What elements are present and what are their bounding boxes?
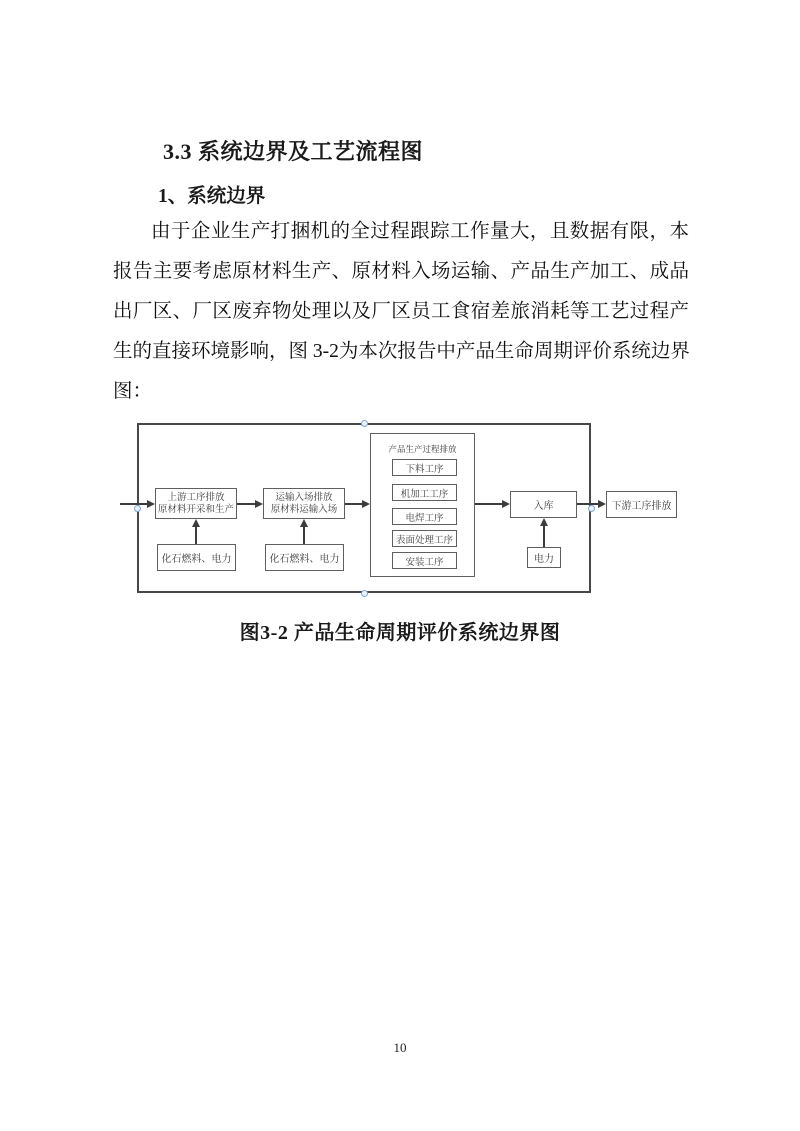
process-step-box: 机加工工序	[392, 484, 457, 501]
paragraph-line: 出厂区、厂区废弃物处理以及厂区员工食宿差旅消耗等工艺过程产	[113, 301, 689, 322]
paragraph-line: 报告主要考虑原材料生产、原材料入场运输、产品生产加工、成品	[113, 261, 689, 282]
selection-handle-bottom[interactable]	[361, 590, 368, 597]
electricity-box: 电力	[527, 547, 561, 568]
arrowhead-fuel1-upstream	[192, 519, 200, 527]
transport-emission-box	[263, 488, 345, 519]
arrow-line-entry	[120, 503, 148, 505]
arrow-line-fuel1-upstream	[195, 525, 197, 544]
arrow-line-electricity-warehouse	[543, 524, 545, 547]
arrow-line-production-warehouse	[475, 503, 503, 505]
arrowhead-fuel2-transport	[300, 519, 308, 527]
upstream-emission-label-line2: 原材料开采和生产	[157, 503, 234, 515]
warehouse-box: 入库	[510, 491, 577, 518]
figure-caption: 图3-2 产品生命周期评价系统边界图	[239, 622, 561, 644]
production-process-title: 产品生产过程排放	[388, 445, 457, 455]
paragraph-line: 由于企业生产打捆机的全过程跟踪工作量大，且数据有限，本	[151, 221, 689, 242]
process-step-box: 表面处理工序	[392, 530, 457, 547]
process-step-box: 电焊工序	[392, 508, 457, 525]
arrowhead-production-warehouse	[502, 500, 510, 508]
transport-emission-label-line1: 运输入场排放	[275, 491, 333, 503]
arrow-line-transport-production	[345, 503, 363, 505]
upstream-emission-label-line1: 上游工序排放	[167, 491, 225, 503]
selection-handle-left[interactable]	[134, 505, 141, 512]
arrowhead-transport-production	[362, 500, 370, 508]
transport-emission-label-line2: 原材料运输入场	[270, 503, 338, 515]
downstream-emission-box: 下游工序排放	[606, 491, 677, 518]
process-step-box: 安装工序	[392, 552, 457, 569]
fossil-fuel-box-2: 化石燃料、电力	[265, 544, 344, 571]
subsection-heading: 1、系统边界	[158, 186, 266, 207]
arrow-line-warehouse-downstream	[577, 503, 599, 505]
arrowhead-upstream-transport	[255, 500, 263, 508]
arrowhead-electricity-warehouse	[540, 518, 548, 526]
paragraph-line: 生的直接环境影响，图 3-2为本次报告中产品生命周期评价系统边界	[113, 341, 690, 362]
arrowhead-warehouse-downstream	[598, 500, 606, 508]
arrow-line-fuel2-transport	[303, 525, 305, 544]
page-number: 10	[393, 1040, 407, 1055]
process-step-box: 下料工序	[392, 459, 457, 476]
section-heading: 3.3 系统边界及工艺流程图	[163, 139, 424, 164]
upstream-emission-box	[155, 488, 237, 519]
arrow-line-upstream-transport	[237, 503, 256, 505]
arrowhead-entry	[147, 500, 155, 508]
paragraph-line: 图：	[113, 381, 153, 402]
selection-handle-top[interactable]	[361, 420, 368, 427]
fossil-fuel-box-1: 化石燃料、电力	[157, 544, 236, 571]
selection-handle-right[interactable]	[588, 505, 595, 512]
